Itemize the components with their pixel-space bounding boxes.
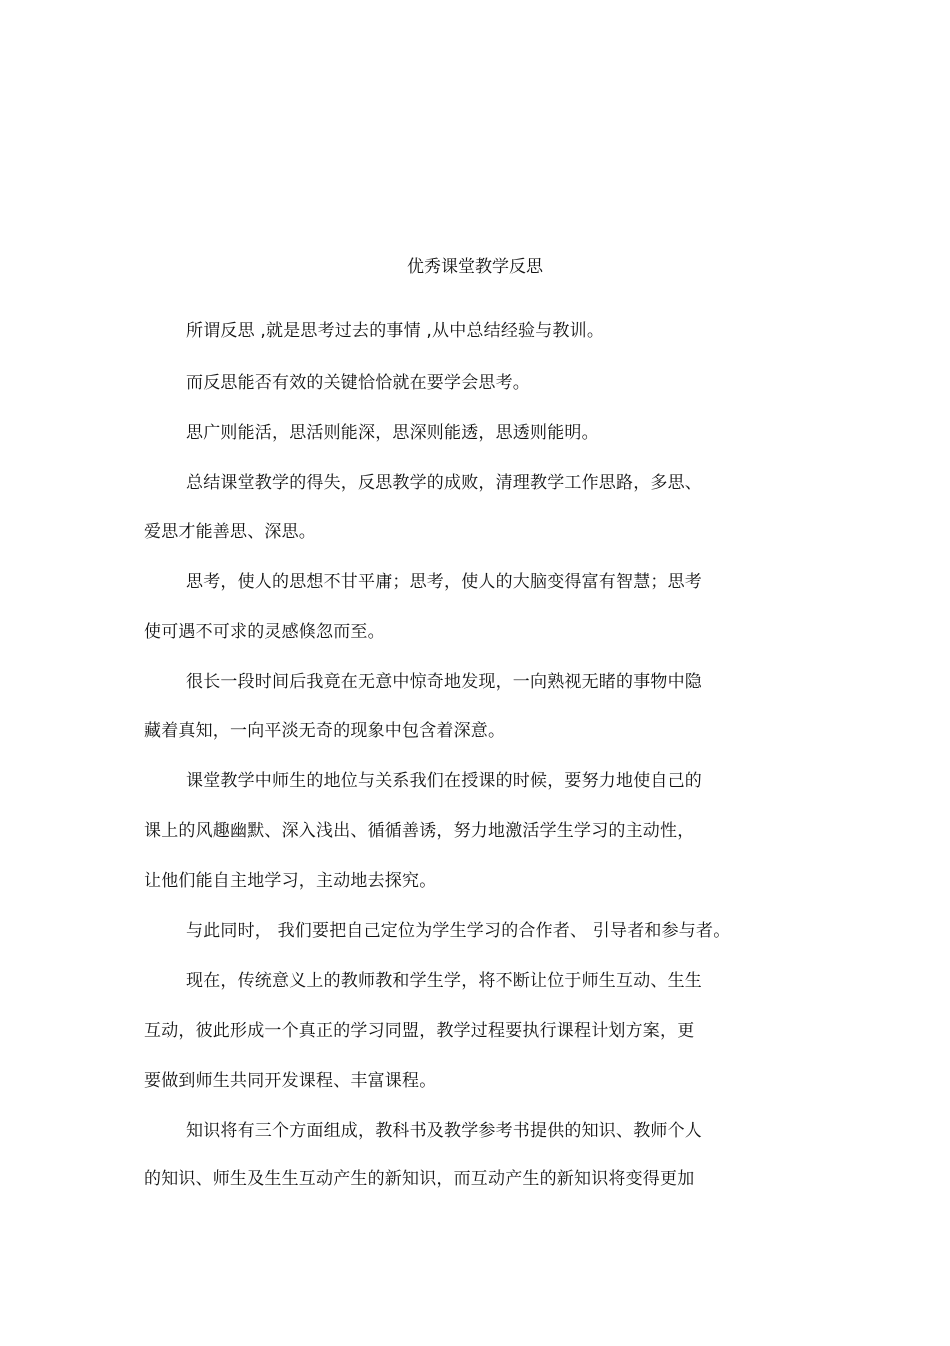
paragraph-line: 藏着真知，一向平淡无奇的现象中包含着深意。 <box>144 721 506 741</box>
paragraph-line: 课堂教学中师生的地位与关系我们在授课的时候，要努力地使自己的 <box>186 771 702 791</box>
paragraph-line: 现在，传统意义上的教师教和学生学，将不断让位于师生互动、生生 <box>186 971 702 991</box>
paragraph-line: 要做到师生共同开发课程、丰富课程。 <box>144 1071 437 1091</box>
paragraph-line: 很长一段时间后我竟在无意中惊奇地发现，一向熟视无睹的事物中隐 <box>186 672 702 692</box>
paragraph-line: 总结课堂教学的得失，反思教学的成败，清理教学工作思路，多思、 <box>186 473 702 493</box>
paragraph-line: 思广则能活，思活则能深，思深则能透，思透则能明。 <box>186 423 599 443</box>
paragraph-line: 爱思才能善思、深思。 <box>144 522 316 542</box>
paragraph-line: 而反思能否有效的关键恰恰就在要学会思考。 <box>186 373 530 393</box>
paragraph-line: 与此同时， 我们要把自己定位为学生学习的合作者、 引导者和参与者。 <box>186 921 731 941</box>
document-title: 优秀课堂教学反思 <box>407 257 543 277</box>
paragraph-line: 使可遇不可求的灵感倏忽而至。 <box>144 622 385 642</box>
paragraph-line: 互动，彼此形成一个真正的学习同盟，教学过程要执行课程计划方案，更 <box>144 1021 695 1041</box>
paragraph-line: 课上的风趣幽默、深入浅出、循循善诱，努力地激活学生学习的主动性， <box>144 821 695 841</box>
paragraph-line: 思考，使人的思想不甘平庸；思考，使人的大脑变得富有智慧；思考 <box>186 572 702 592</box>
paragraph-line: 知识将有三个方面组成，教科书及教学参考书提供的知识、教师个人 <box>186 1121 702 1141</box>
paragraph-line: 让他们能自主地学习，主动地去探究。 <box>144 871 437 891</box>
paragraph-line: 所谓反思 ,就是思考过去的事情 ,从中总结经验与教训。 <box>186 321 605 341</box>
paragraph-line: 的知识、师生及生生互动产生的新知识，而互动产生的新知识将变得更加 <box>144 1169 695 1189</box>
